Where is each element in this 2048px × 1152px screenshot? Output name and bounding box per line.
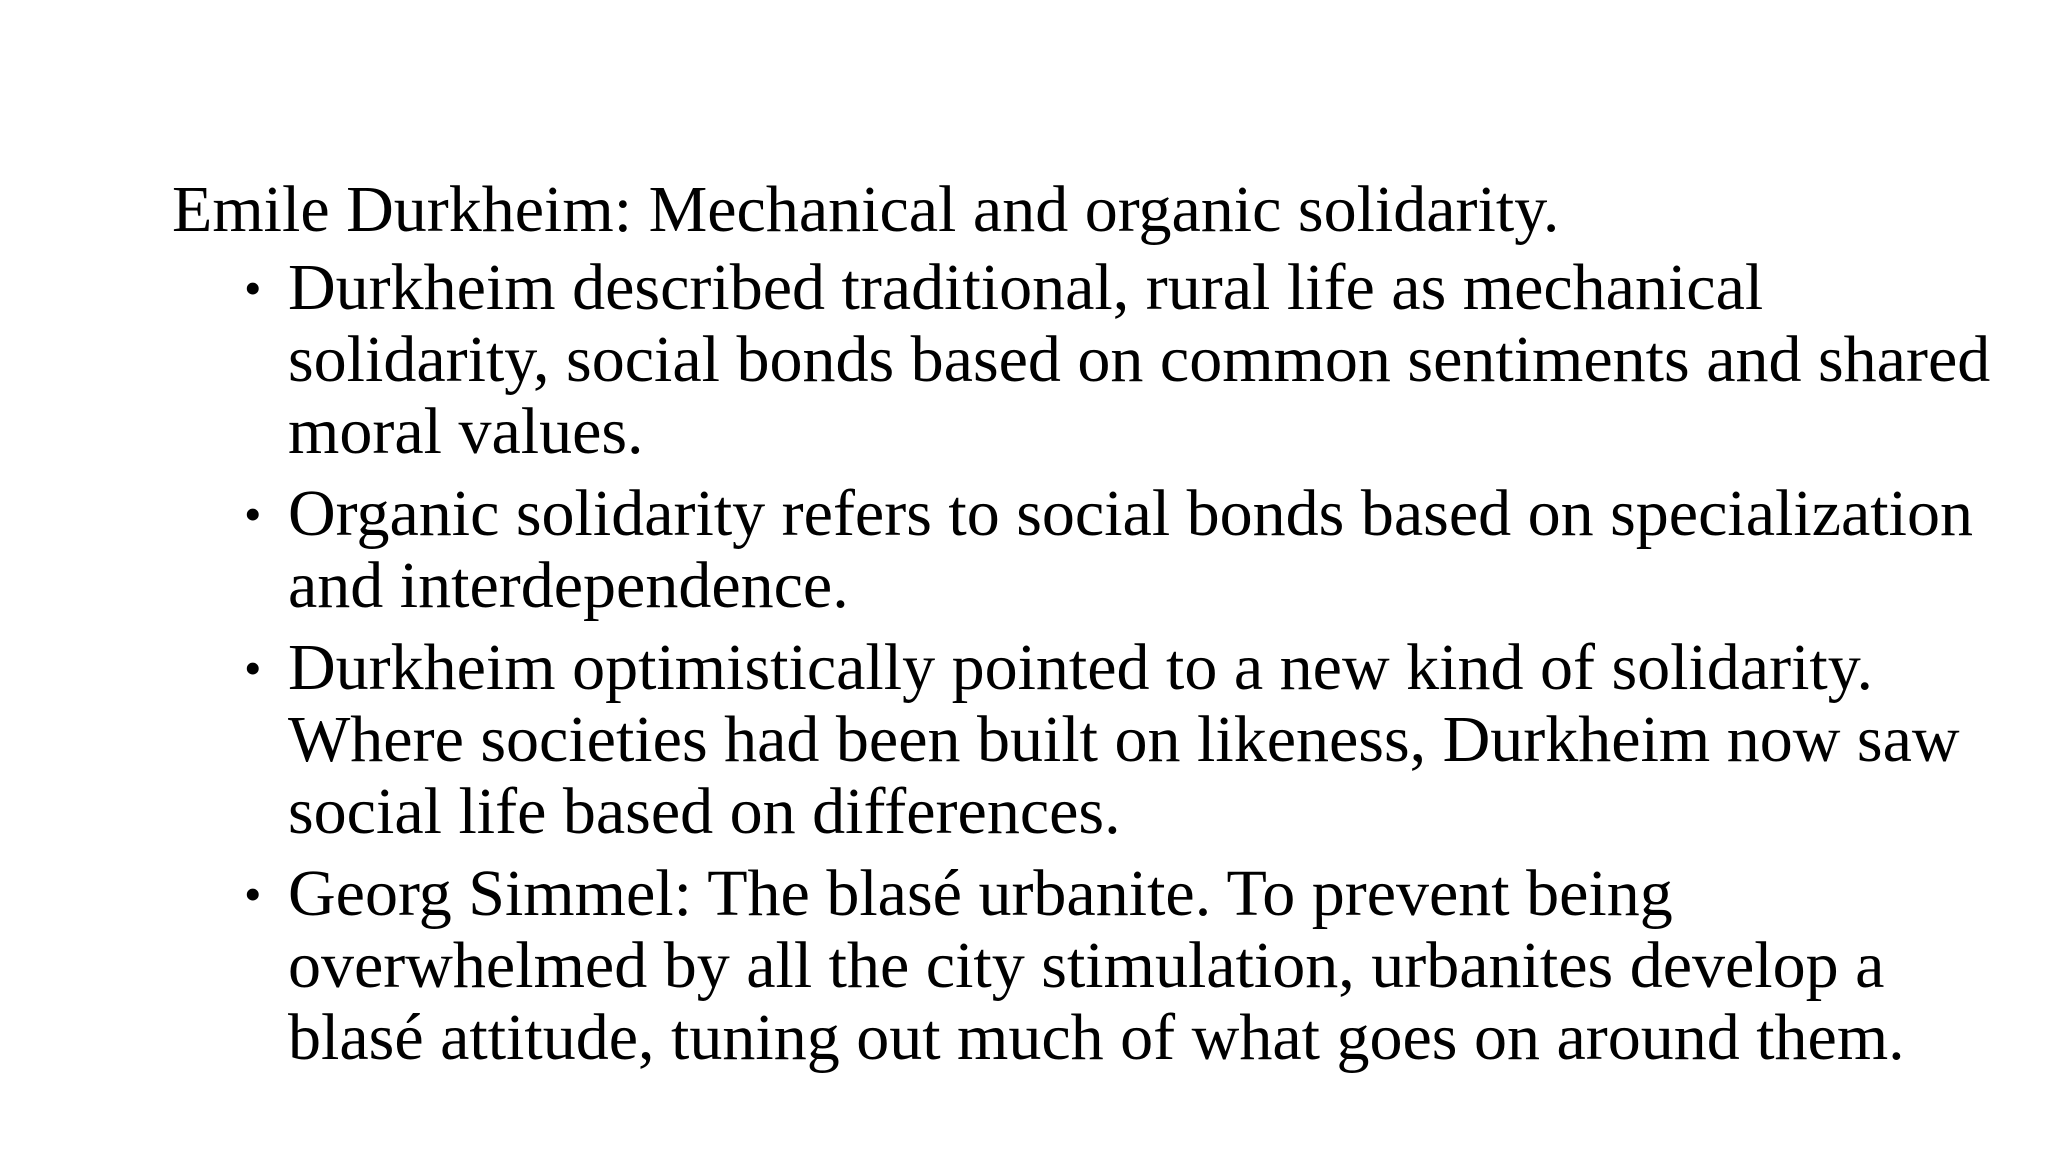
bullet-text: Organic solidarity refers to social bonds based on specialization and interdependence. (288, 477, 1973, 622)
bullet-text: Durkheim optimistically pointed to a new kind of solidarity. Where societies had been built on likeness, Durkheim now saw social life based on differences. (288, 631, 1960, 848)
slide-heading: Emile Durkheim: Mechanical and organic solidarity. (172, 173, 1560, 246)
bullet-item (172, 858, 2022, 1074)
bullet-item (172, 478, 2022, 622)
bullet-marker: • (244, 640, 262, 696)
bullet-text: Durkheim described traditional, rural life as mechanical solidarity, social bonds based on common sentiments and shared moral values. (288, 251, 1991, 468)
bullet-marker: • (244, 866, 262, 922)
slide-content (172, 173, 1991, 1084)
bullet-list (172, 251, 1991, 1074)
bullet-item (172, 252, 2022, 468)
bullet-marker: • (244, 486, 262, 542)
bullet-item (172, 632, 2022, 848)
bullet-marker: • (244, 260, 262, 316)
bullet-text: Georg Simmel: The blasé urbanite. To prevent being overwhelmed by all the city stimulation, urbanites develop a blasé attitude, tuning out much of what goes on around them. (288, 857, 1905, 1074)
